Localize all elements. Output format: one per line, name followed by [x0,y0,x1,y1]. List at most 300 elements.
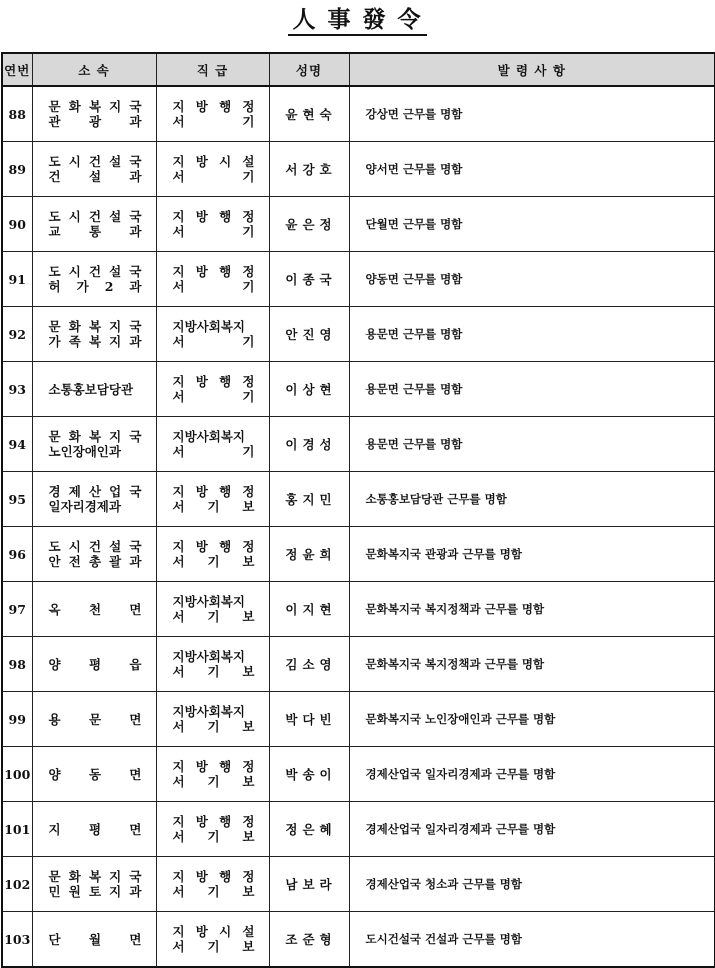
char: 전 [68,554,81,569]
char: 서 [172,829,185,844]
rank-line2 [173,169,255,184]
char: 동 [88,766,102,782]
table-row [2,802,715,857]
rank-cell [156,252,269,307]
char: 관 [48,114,61,129]
name-cell: 남보라 [269,857,349,912]
header-order: 발 령 사 항 [349,53,715,86]
dept-line1 [49,319,142,334]
char: 면 [129,711,142,727]
char: 정 [242,374,255,389]
char: 지 [109,99,122,114]
char: 행 [219,814,232,829]
rank-line1: 지방사회복지 [172,594,245,609]
char: 기 [242,224,255,239]
char: 기 [242,169,255,184]
order-cell: 경제산업국 일자리경제과 근무를 명함 [349,747,715,802]
order-cell: 양동면 근무를 명함 [349,252,715,307]
table-row [2,527,715,582]
char: 국 [129,99,142,114]
char: 서 [172,224,185,239]
char: 설 [109,209,122,224]
header-dept: 소 속 [32,53,156,86]
rank-cell [156,417,269,472]
row-number: 99 [2,692,32,747]
rank-line2 [173,884,255,899]
char: 기 [242,334,255,349]
dept-cell [32,307,156,362]
char: 방 [195,759,208,774]
char: 면 [129,821,142,837]
char: 복 [88,429,102,444]
char: 지 [172,374,185,389]
char: 보 [242,774,255,789]
dept-cell [32,86,156,142]
char: 기 [207,554,220,569]
dept-cell [32,802,156,857]
rank-line2 [173,609,255,624]
char: 문 [48,319,61,334]
row-number: 90 [2,197,32,252]
char: 시 [68,539,81,554]
table-row [2,86,715,142]
char: 천 [88,601,102,617]
char: 기 [207,774,220,789]
rank-line2 [173,114,255,129]
char: 안 [48,554,61,569]
dept-line1 [49,539,142,554]
dept-line2 [49,884,142,899]
dept-line1 [49,712,142,727]
rank-line2 [173,774,255,789]
order-cell: 문화복지국 노인장애인과 근무를 명함 [349,692,715,747]
char: 용 [48,711,61,727]
table-row [2,857,715,912]
char: 정 [242,99,255,114]
char: 국 [129,209,142,224]
char: 서 [172,444,185,459]
char: 설 [88,169,102,184]
char: 서 [172,884,185,899]
char: 면 [129,601,142,617]
char: 복 [88,869,102,884]
char: 지 [172,154,185,169]
rank-line1: 지방사회복지 [172,319,245,334]
char: 기 [242,389,255,404]
char: 단 [48,931,61,947]
row-number: 103 [2,912,32,968]
dept-cell [32,912,156,968]
rank-cell [156,582,269,637]
char: 기 [207,664,220,679]
rank-cell [156,857,269,912]
char: 교 [48,224,61,239]
char: 건 [88,539,102,554]
table-row [2,637,715,692]
char: 보 [242,719,255,734]
char: 방 [195,924,208,939]
char: 기 [207,939,220,954]
order-cell: 용문면 근무를 명함 [349,362,715,417]
dept-cell [32,527,156,582]
char: 서 [172,609,185,624]
char: 서 [172,114,185,129]
rank-line1 [173,374,255,389]
char: 설 [109,154,122,169]
char: 방 [195,869,208,884]
row-number: 93 [2,362,32,417]
dept-line1 [49,932,142,947]
name-cell: 박송이 [269,747,349,802]
rank-line2 [173,224,255,239]
char: 면 [129,766,142,782]
char: 기 [207,884,220,899]
page-title [0,6,715,36]
dept-line2: 노인장애인과 [48,444,121,459]
char: 보 [242,609,255,624]
char: 업 [109,484,122,499]
dept-line1 [49,99,142,114]
char: 행 [219,374,232,389]
rank-cell [156,912,269,968]
name-cell: 이종국 [269,252,349,307]
name-cell: 홍지민 [269,472,349,527]
char: 행 [219,539,232,554]
page-title-text: 人 事 發 令 [288,7,426,36]
char: 도 [48,209,61,224]
char: 지 [109,869,122,884]
char: 국 [129,869,142,884]
row-number: 95 [2,472,32,527]
char: 정 [242,759,255,774]
char: 족 [68,334,81,349]
rank-line1 [173,264,255,279]
rank-cell [156,197,269,252]
rank-cell [156,637,269,692]
rank-line1 [173,924,255,939]
char: 과 [129,279,142,294]
char: 읍 [129,656,142,672]
char: 문 [48,99,61,114]
name-cell: 조준형 [269,912,349,968]
name-cell: 서강호 [269,142,349,197]
char: 도 [48,154,61,169]
order-cell: 경제산업국 청소과 근무를 명함 [349,857,715,912]
dept-cell [32,857,156,912]
dept-cell [32,142,156,197]
char: 국 [129,154,142,169]
char: 평 [88,821,102,837]
char: 과 [129,884,142,899]
char: 광 [88,114,102,129]
char: 보 [242,554,255,569]
rank-cell [156,692,269,747]
char: 도 [48,264,61,279]
rank-cell [156,307,269,362]
rank-line2 [173,334,255,349]
rank-cell [156,802,269,857]
char: 서 [172,279,185,294]
rank-cell [156,527,269,582]
rank-line1 [173,869,255,884]
char: 서 [172,554,185,569]
char: 방 [195,814,208,829]
char: 가 [48,334,61,349]
name-cell: 박다빈 [269,692,349,747]
char: 화 [68,319,81,334]
rank-line1 [173,539,255,554]
rank-line2 [173,554,255,569]
rank-line1 [173,484,255,499]
row-number: 100 [2,747,32,802]
rank-line2 [173,279,255,294]
dept-line2 [49,169,142,184]
char: 서 [172,664,185,679]
char: 국 [129,319,142,334]
char: 2 [104,279,114,294]
rank-line1: 지방사회복지 [172,429,245,444]
char: 보 [242,499,255,514]
dept-cell [32,747,156,802]
char: 행 [219,209,232,224]
char: 평 [88,656,102,672]
char: 정 [242,814,255,829]
char: 서 [172,334,185,349]
char: 지 [48,821,61,837]
char: 면 [129,931,142,947]
name-cell: 이상현 [269,362,349,417]
dept-cell [32,197,156,252]
order-cell: 소통홍보담당관 근무를 명함 [349,472,715,527]
char: 지 [109,334,122,349]
char: 건 [48,169,61,184]
order-cell: 문화복지국 복지정책과 근무를 명함 [349,582,715,637]
name-cell: 이지현 [269,582,349,637]
row-number: 91 [2,252,32,307]
char: 복 [88,334,102,349]
rank-line2 [173,389,255,404]
char: 설 [109,539,122,554]
rank-line2 [173,499,255,514]
table-row [2,307,715,362]
dept-cell [32,472,156,527]
dept-line1 [49,602,142,617]
char: 보 [242,664,255,679]
rank-line1 [173,814,255,829]
char: 방 [195,209,208,224]
char: 건 [88,154,102,169]
table-row [2,692,715,747]
char: 국 [129,484,142,499]
table-row [2,747,715,802]
rank-cell [156,86,269,142]
name-cell: 정은혜 [269,802,349,857]
table-row [2,582,715,637]
char: 시 [68,264,81,279]
order-cell: 도시건설국 건설과 근무를 명함 [349,912,715,968]
char: 복 [88,319,102,334]
char: 문 [48,869,61,884]
char: 건 [88,264,102,279]
char: 방 [195,374,208,389]
char: 서 [172,499,185,514]
char: 월 [88,931,102,947]
name-cell: 윤은정 [269,197,349,252]
header-name: 성명 [269,53,349,86]
name-cell: 안진영 [269,307,349,362]
char: 문 [48,429,61,444]
char: 설 [109,264,122,279]
char: 보 [242,939,255,954]
char: 서 [172,719,185,734]
row-number: 88 [2,86,32,142]
char: 기 [207,719,220,734]
char: 정 [242,209,255,224]
dept-line1 [49,869,142,884]
header-rank: 직 급 [156,53,269,86]
dept-line1 [49,429,142,444]
char: 지 [172,924,185,939]
dept-line2 [49,334,142,349]
table-row [2,417,715,472]
dept-line1 [49,657,142,672]
dept-cell [32,582,156,637]
char: 도 [48,539,61,554]
char: 원 [68,884,81,899]
char: 기 [207,829,220,844]
rank-line1: 지방사회복지 [172,704,245,719]
char: 기 [242,279,255,294]
rank-line2 [173,719,255,734]
row-number: 101 [2,802,32,857]
table-row [2,362,715,417]
order-cell: 용문면 근무를 명함 [349,417,715,472]
char: 기 [242,444,255,459]
rank-line2 [173,829,255,844]
title-area [0,0,715,52]
char: 지 [172,209,185,224]
char: 지 [172,264,185,279]
dept-line1 [49,264,142,279]
name-cell: 윤현숙 [269,86,349,142]
table-row [2,197,715,252]
personnel-table [1,52,715,968]
char: 산 [88,484,102,499]
char: 보 [242,829,255,844]
char: 정 [242,869,255,884]
char: 지 [109,884,122,899]
rank-cell [156,142,269,197]
dept-cell [32,692,156,747]
row-number: 97 [2,582,32,637]
table-row [2,252,715,307]
dept-line1 [49,822,142,837]
rank-line1: 지방사회복지 [172,649,245,664]
dept-cell [32,252,156,307]
dept-line1 [49,767,142,782]
char: 정 [242,539,255,554]
name-cell: 김소영 [269,637,349,692]
dept-line1 [49,209,142,224]
char: 시 [219,154,232,169]
rank-line1 [173,99,255,114]
char: 시 [68,154,81,169]
rank-cell [156,747,269,802]
char: 지 [172,99,185,114]
rank-cell [156,472,269,527]
char: 시 [219,924,232,939]
char: 양 [48,766,61,782]
dept-line2 [49,114,142,129]
char: 서 [172,389,185,404]
dept-cell [32,637,156,692]
char: 설 [242,154,255,169]
char: 행 [219,869,232,884]
char: 과 [129,114,142,129]
dept-cell [32,362,156,417]
header-row [2,53,715,86]
char: 문 [88,711,102,727]
rank-line1 [173,759,255,774]
char: 화 [68,869,81,884]
char: 통 [88,224,102,239]
row-number: 102 [2,857,32,912]
char: 행 [219,484,232,499]
rank-line2 [173,664,255,679]
order-cell: 용문면 근무를 명함 [349,307,715,362]
order-cell: 단월면 근무를 명함 [349,197,715,252]
rank-line2 [173,444,255,459]
char: 옥 [48,601,61,617]
row-number: 94 [2,417,32,472]
name-cell: 정윤희 [269,527,349,582]
table-row [2,472,715,527]
char: 민 [48,884,61,899]
char: 제 [68,484,81,499]
char: 과 [129,224,142,239]
char: 지 [172,869,185,884]
char: 보 [242,884,255,899]
char: 화 [68,429,81,444]
char: 과 [129,169,142,184]
row-number: 96 [2,527,32,582]
char: 방 [195,99,208,114]
rank-line1 [173,209,255,224]
char: 기 [207,499,220,514]
dept-line2 [49,554,142,569]
char: 기 [242,114,255,129]
char: 방 [195,539,208,554]
char: 토 [88,884,102,899]
char: 총 [88,554,102,569]
rank-line1 [173,154,255,169]
name-cell: 이경성 [269,417,349,472]
rank-cell [156,362,269,417]
dept-line1 [49,484,142,499]
char: 지 [172,814,185,829]
char: 행 [219,264,232,279]
table-body [2,86,715,967]
order-cell: 강상면 근무를 명함 [349,86,715,142]
dept-line1 [49,154,142,169]
table-row [2,912,715,968]
char: 건 [88,209,102,224]
char: 국 [129,539,142,554]
order-cell: 경제산업국 일자리경제과 근무를 명함 [349,802,715,857]
char: 서 [172,169,185,184]
char: 화 [68,99,81,114]
char: 행 [219,759,232,774]
